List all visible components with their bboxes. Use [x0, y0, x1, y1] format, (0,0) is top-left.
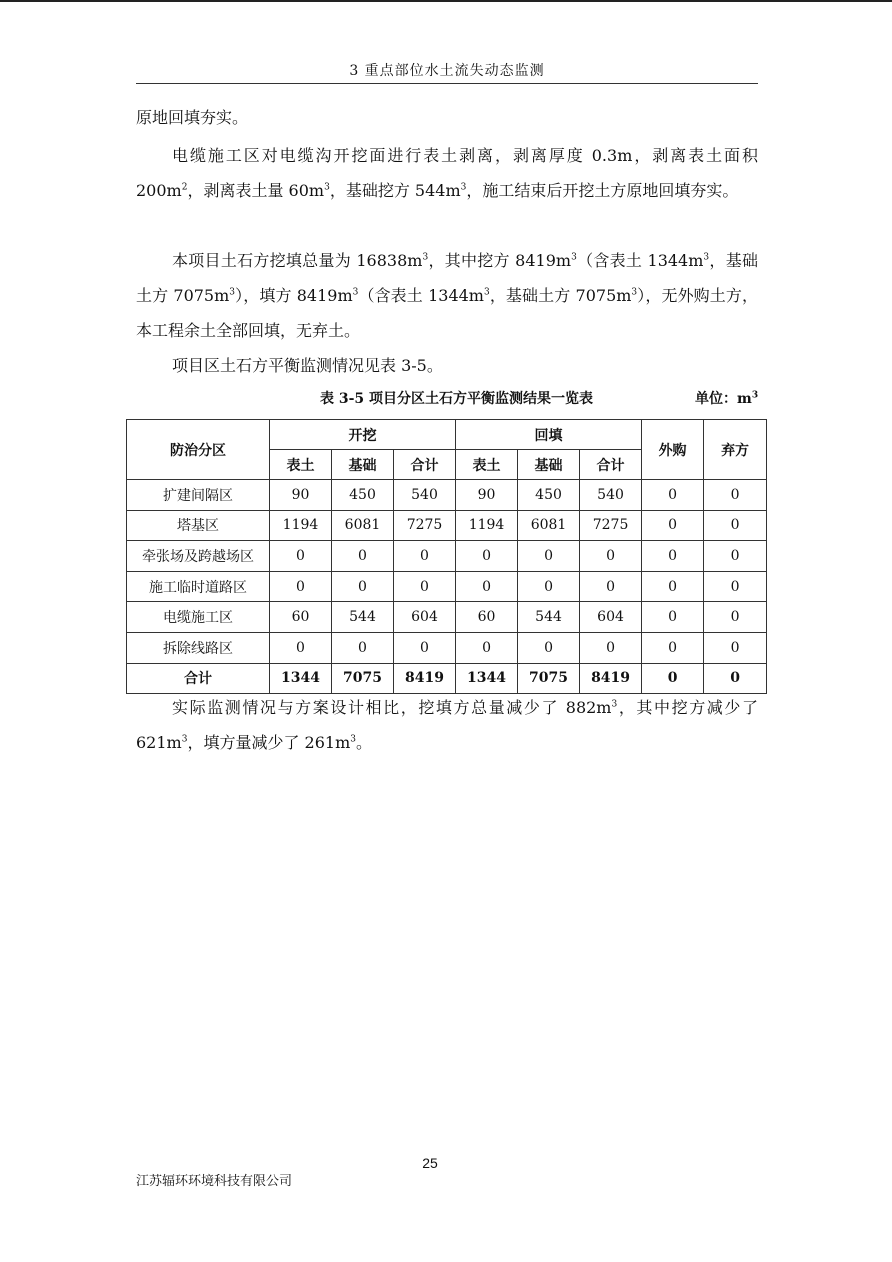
zone-cell: 电缆施工区: [127, 602, 270, 633]
page-header-title: 3 重点部位水土流失动态监测: [349, 63, 545, 79]
value-cell: 7275: [580, 510, 642, 541]
value-cell: 0: [704, 602, 767, 633]
value-cell: 540: [394, 480, 456, 511]
value-cell: 1194: [456, 510, 518, 541]
value-cell: 6081: [518, 510, 580, 541]
header-exc-foundation: 基础: [332, 450, 394, 480]
superscript: 3: [324, 182, 330, 193]
superscript: 3: [571, 252, 577, 263]
zone-cell: 塔基区: [127, 510, 270, 541]
table-row: [127, 510, 767, 541]
table-body: [127, 480, 767, 694]
text-segment: ，其中挖方 8419m: [428, 251, 572, 270]
text-segment: 本项目土石方挖填总量为 16838m: [172, 251, 423, 270]
value-cell: 0: [704, 541, 767, 572]
text-segment: （含表土 1344m: [358, 286, 484, 305]
text-segment: ），无外购土方，本工程余土全部回填，无弃土。: [136, 286, 758, 340]
paragraph-continuation: [136, 100, 758, 135]
earthwork-balance-table: [126, 419, 767, 694]
value-cell: 7075: [518, 663, 580, 694]
value-cell: 544: [332, 602, 394, 633]
header-purchase: 外购: [642, 420, 704, 480]
value-cell: 0: [704, 571, 767, 602]
superscript: 3: [631, 287, 638, 298]
value-cell: 0: [704, 663, 767, 694]
table-row: [127, 632, 767, 663]
value-cell: 1344: [270, 663, 332, 694]
superscript: 3: [422, 252, 429, 263]
value-cell: 0: [394, 571, 456, 602]
table-row: [127, 602, 767, 633]
value-cell: 0: [642, 510, 704, 541]
header-exc-subtotal: 合计: [394, 450, 456, 480]
footer-company: 江苏辐环环境科技有限公司: [136, 1174, 293, 1189]
header-backfill: 回填: [456, 420, 642, 450]
page-number: 25: [422, 1155, 438, 1171]
value-cell: 0: [456, 541, 518, 572]
header-zone: 防治分区: [127, 420, 270, 480]
superscript: 3: [460, 182, 467, 193]
value-cell: 0: [332, 541, 394, 572]
text-segment: ，剥离表土量 60m: [187, 181, 325, 200]
header-fill-topsoil: 表土: [456, 450, 518, 480]
superscript: 3: [350, 734, 356, 745]
value-cell: 0: [270, 571, 332, 602]
value-cell: 8419: [394, 663, 456, 694]
header-fill-subtotal: 合计: [580, 450, 642, 480]
value-cell: 0: [580, 632, 642, 663]
table-unit-label: [695, 388, 758, 408]
header-fill-foundation: 基础: [518, 450, 580, 480]
value-cell: 90: [456, 480, 518, 511]
zone-cell: 施工临时道路区: [127, 571, 270, 602]
text-segment: ），填方 8419m: [235, 286, 353, 305]
value-cell: 604: [580, 602, 642, 633]
value-cell: 0: [518, 541, 580, 572]
value-cell: 0: [642, 602, 704, 633]
zone-cell: 牵张场及跨越场区: [127, 541, 270, 572]
paragraph-text: 原地回填夯实。: [136, 108, 249, 127]
superscript: 3: [611, 699, 618, 710]
value-cell: 0: [642, 480, 704, 511]
paragraph-comparison: [136, 690, 758, 760]
header-exc-topsoil: 表土: [270, 450, 332, 480]
value-cell: 0: [270, 541, 332, 572]
paragraph-earthwork-total: [136, 243, 758, 348]
value-cell: 0: [704, 480, 767, 511]
text-segment: ，基础挖方 544m: [329, 181, 461, 200]
value-cell: 604: [394, 602, 456, 633]
unit-text: 单位：m: [695, 391, 752, 407]
value-cell: 0: [394, 541, 456, 572]
paragraph-table-reference: [136, 348, 758, 383]
value-cell: 0: [394, 632, 456, 663]
zone-cell: 拆除线路区: [127, 632, 270, 663]
value-cell: 90: [270, 480, 332, 511]
value-cell: 0: [456, 632, 518, 663]
value-cell: 7075: [332, 663, 394, 694]
value-cell: 0: [580, 571, 642, 602]
value-cell: 0: [642, 541, 704, 572]
text-segment: ，基础土方 7075m: [136, 251, 758, 305]
value-cell: 60: [270, 602, 332, 633]
value-cell: 0: [642, 571, 704, 602]
header-divider: [136, 83, 758, 84]
table-caption: 表 3-5 项目分区土石方平衡监测结果一览表: [320, 391, 594, 407]
value-cell: 540: [580, 480, 642, 511]
value-cell: 1194: [270, 510, 332, 541]
value-cell: 1344: [456, 663, 518, 694]
value-cell: 450: [518, 480, 580, 511]
text-segment: 实际监测情况与方案设计相比，挖填方总量减少了 882m: [172, 698, 612, 717]
value-cell: 7275: [394, 510, 456, 541]
header-waste: 弃方: [704, 420, 767, 480]
value-cell: 60: [456, 602, 518, 633]
text-segment: 项目区土石方平衡监测情况见表 3-5。: [172, 356, 443, 375]
paragraph-cable-construction: [136, 138, 758, 208]
zone-cell: 合计: [127, 663, 270, 694]
value-cell: 0: [704, 632, 767, 663]
superscript: 3: [703, 252, 710, 263]
superscript: 3: [483, 287, 490, 298]
value-cell: 0: [642, 663, 704, 694]
value-cell: 8419: [580, 663, 642, 694]
text-segment: ，填方量减少了 261m: [187, 733, 351, 752]
text-segment: （含表土 1344m: [576, 251, 704, 270]
value-cell: 0: [332, 632, 394, 663]
text-segment: 。: [356, 733, 373, 752]
superscript: 3: [181, 734, 188, 745]
superscript: 3: [229, 287, 236, 298]
header-excavation: 开挖: [270, 420, 456, 450]
value-cell: 0: [332, 571, 394, 602]
value-cell: 0: [580, 541, 642, 572]
superscript: 3: [751, 390, 759, 401]
table-row: [127, 541, 767, 572]
value-cell: 544: [518, 602, 580, 633]
text-segment: 电缆施工区对电缆沟开挖面进行表土剥离，剥离厚度 0.3m，剥离表土面积 200m: [136, 146, 758, 200]
zone-cell: 扩建间隔区: [127, 480, 270, 511]
value-cell: 0: [456, 571, 518, 602]
value-cell: 0: [270, 632, 332, 663]
text-segment: ，基础土方 7075m: [489, 286, 632, 305]
superscript: 2: [181, 182, 188, 193]
value-cell: 0: [704, 510, 767, 541]
value-cell: 0: [518, 571, 580, 602]
value-cell: 450: [332, 480, 394, 511]
text-segment: ，其中挖方减少了 621m: [136, 698, 758, 752]
top-border-line: [0, 0, 892, 2]
value-cell: 6081: [332, 510, 394, 541]
value-cell: 0: [518, 632, 580, 663]
value-cell: 0: [642, 632, 704, 663]
text-segment: ，施工结束后开挖土方原地回填夯实。: [466, 181, 739, 200]
table-row: [127, 571, 767, 602]
superscript: 3: [352, 287, 359, 298]
table-row: [127, 480, 767, 511]
